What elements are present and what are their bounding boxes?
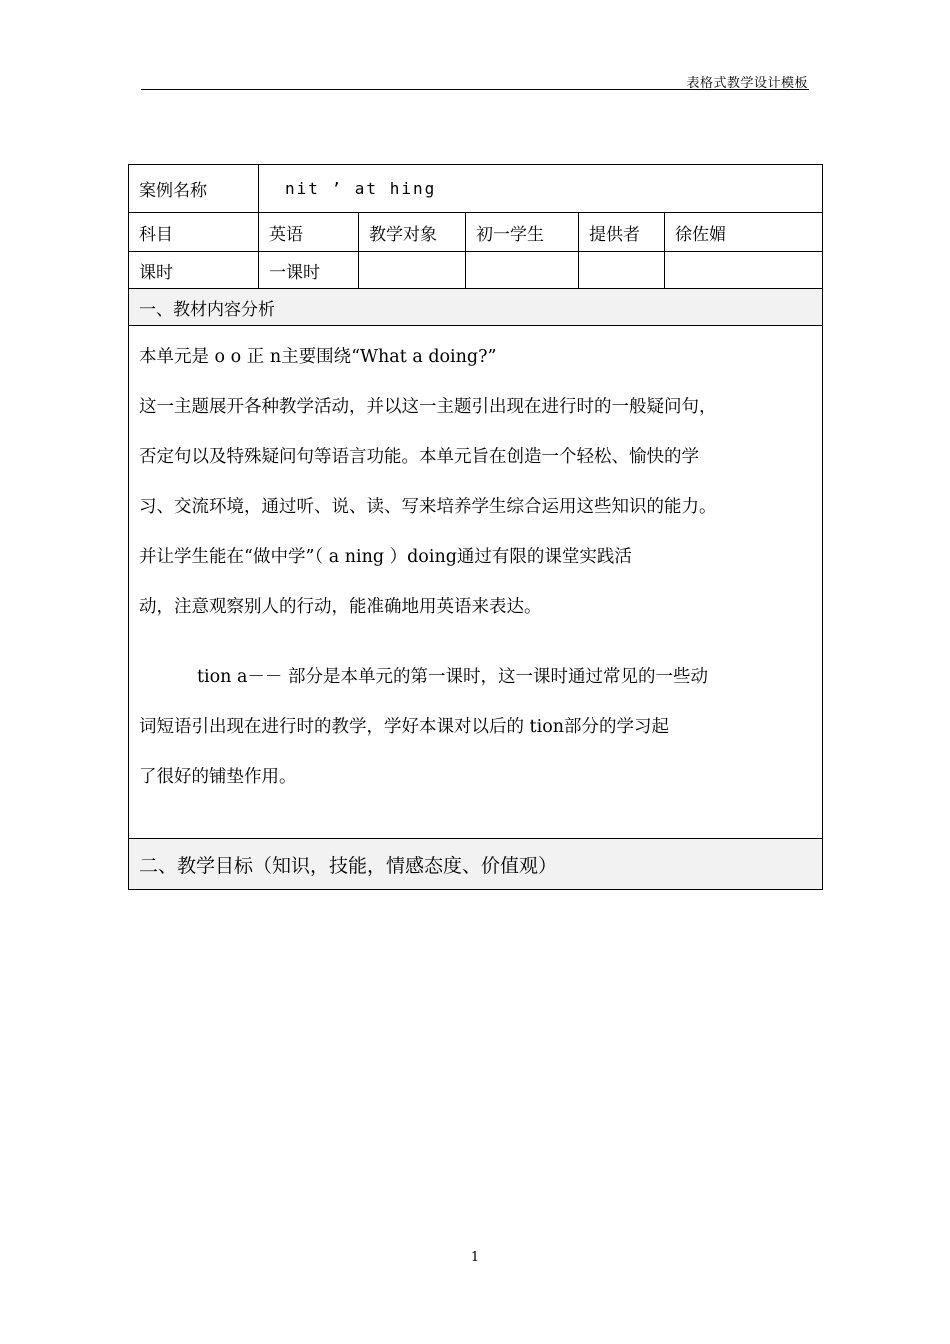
paragraph-line: 否定句以及特殊疑问句等语言功能。本单元旨在创造一个轻松、愉快的学 [139, 447, 699, 467]
section1-title: 一、教材内容分析 [129, 289, 823, 326]
provider-label: 提供者 [579, 213, 665, 252]
hours-row [129, 252, 823, 289]
lesson-plan-table [128, 164, 823, 890]
audience-label: 教学对象 [359, 213, 466, 252]
section1-paragraph-1 [139, 332, 812, 632]
section1-body-row [129, 326, 823, 839]
paragraph-line: tion a－－ 部分是本单元的第一课时，这一课时通过常见的一些动 [197, 667, 708, 687]
document-header-title: 表格式教学设计模板 [686, 76, 808, 91]
empty-cell [579, 252, 665, 289]
paragraph-line: 习、交流环境，通过听、说、读、写来培养学生综合运用这些知识的能力。 [139, 497, 717, 517]
empty-cell [466, 252, 579, 289]
page-number: 1 [470, 1250, 480, 1265]
subject-label: 科目 [129, 213, 259, 252]
section1-content [129, 326, 823, 839]
paragraph-line: 这一主题展开各种教学活动，并以这一主题引出现在进行时的一般疑问句， [139, 397, 717, 417]
empty-cell [359, 252, 466, 289]
case-name-label: 案例名称 [129, 165, 259, 213]
section1-header-row [129, 289, 823, 326]
paragraph-line: 词短语引出现在进行时的教学，学好本课对以后的 tion部分的学习起 [139, 717, 669, 737]
header-divider [141, 89, 809, 90]
section1-paragraph-2 [139, 652, 812, 802]
case-name-value: nit ’ at hing [259, 165, 823, 213]
provider-value: 徐佐媚 [665, 213, 823, 252]
audience-value: 初一学生 [466, 213, 579, 252]
subject-value: 英语 [259, 213, 359, 252]
hours-value: 一课时 [259, 252, 359, 289]
paragraph-line: 本单元是 o o 正 n主要围绕“What a doing?” [139, 347, 497, 367]
case-name-row [129, 165, 823, 213]
section2-title: 二、教学目标（知识，技能，情感态度、价值观） [129, 839, 823, 890]
paragraph-line: 并让学生能在“做中学”（ a ning ）doing通过有限的课堂实践活 [139, 547, 632, 567]
paragraph-line: 了很好的铺垫作用。 [139, 767, 297, 787]
subject-row [129, 213, 823, 252]
empty-cell [665, 252, 823, 289]
section2-header-row [129, 839, 823, 890]
hours-label: 课时 [129, 252, 259, 289]
paragraph-line: 动，注意观察别人的行动，能准确地用英语来表达。 [139, 597, 542, 617]
